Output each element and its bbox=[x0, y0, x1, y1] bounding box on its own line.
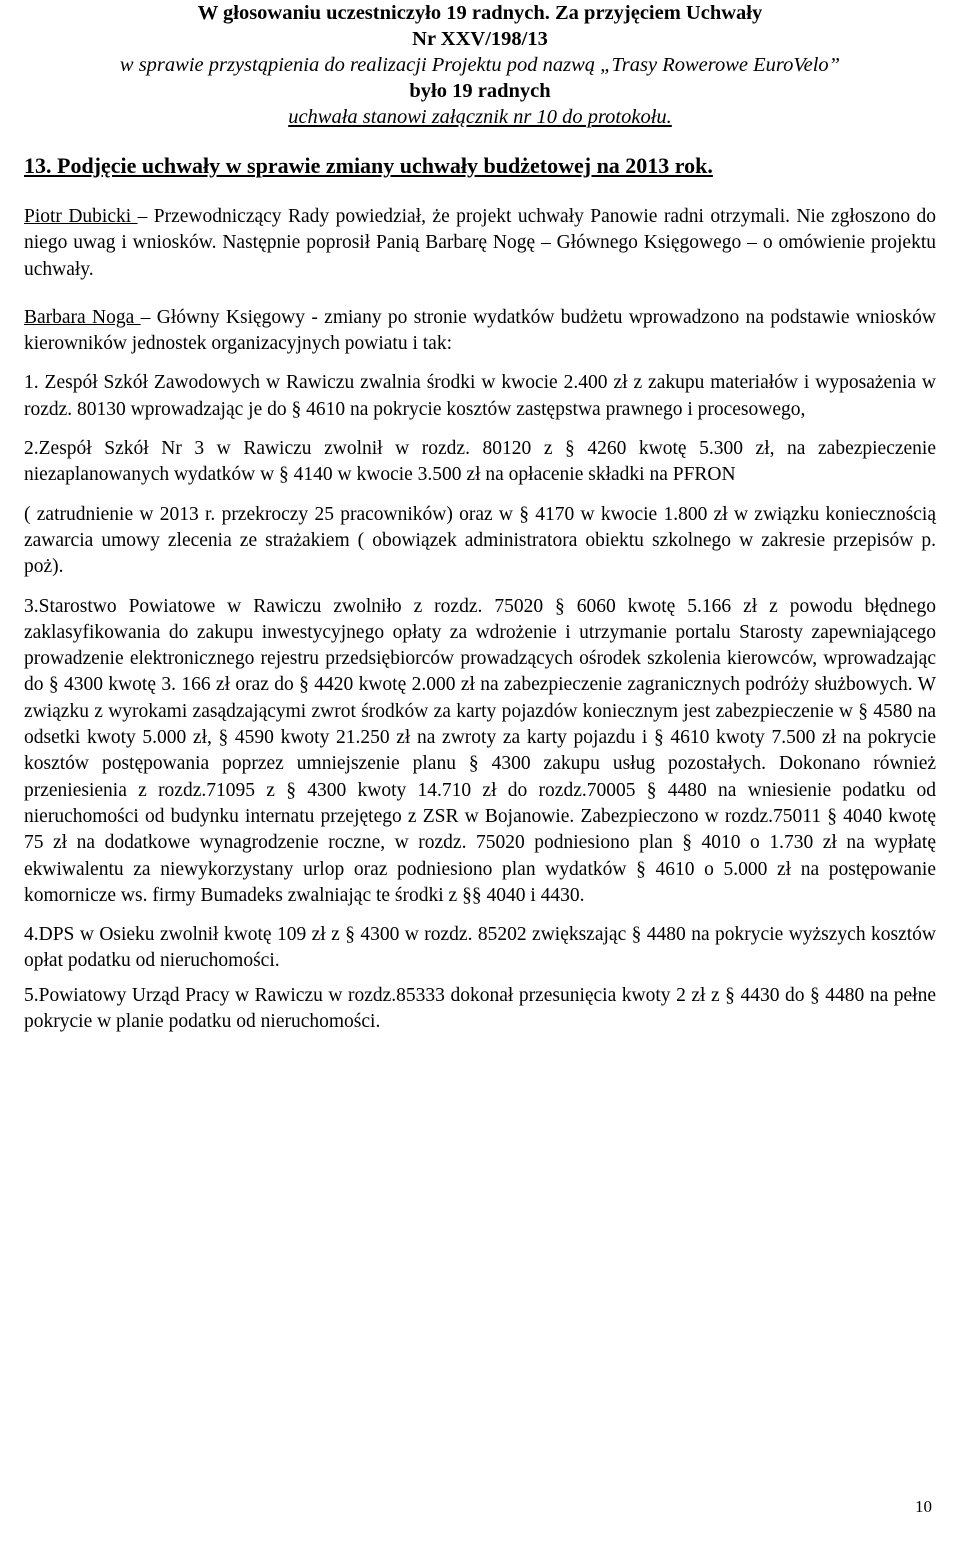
vote-count: było 19 radnych bbox=[409, 80, 551, 102]
paragraph-chairman bbox=[24, 204, 936, 283]
resolution-header bbox=[24, 0, 936, 130]
attachment-note: uchwała stanowi załącznik nr 10 do protokołu. bbox=[288, 106, 672, 128]
list-item-1: 1. Zespół Szkół Zawodowych w Rawiczu zwalnia środki w kwocie 2.400 zł z zakupu materiałów i wyposażenia w rozdz. 80130 wprowadzając je do § 4610 na pokrycie kosztów zastępstwa prawnego i procesowego, bbox=[24, 372, 936, 420]
paragraph-text: – Główny Księgowy - zmiany po stronie wydatków budżetu wprowadzono na podstawie wniosków kierowników jednostek organizacyjnych powiatu i tak: bbox=[24, 306, 936, 355]
speaker-name: Piotr Dubicki bbox=[24, 206, 138, 227]
paragraph-accountant bbox=[24, 305, 936, 358]
list-item-3: 3.Starostwo Powiatowe w Rawiczu zwolniło z rozdz. 75020 § 6060 kwotę 5.166 zł z powodu błędnego zaklasyfikowania do zakupu inwestycyjnego opłaty za wdrożenie i utrzymanie portalu Starosty zapewniającego prowadzenie elektronicznego rejestru przedsiębiorców prowadzących ośrodek szkolenia kierowców, wprowadzając do § 4300 kwotę 3. 166 zł oraz do § 4420 kwotę 2.000 zł na zabezpieczenie zagranicznych podróży służbowych. W związku z wyrokami zasądzającymi zwrot środków za karty pojazdów koniecznym jest zabezpieczenie w § 4580 na odsetki kwoty 5.000 zł, § 4590 kwoty 21.250 zł na zwroty za karty pojazdu i § 4610 kwoty 7.500 zł na pokrycie kosztów postępowania poprzez umniejszenie planu § 4300 zakupu usług pozostałych. Dokonano również przeniesienia z rozdz.71095 z § 4300 kwoty 14.710 zł do rozdz.70005 § 4480 na wniesienie podatku od nieruchomości od budynku internatu przejętego z ZSR w Bojanowie. Zabezpieczono w rozdz.75011 § 4040 kwotę 75 zł na dodatkowe wynagrodzenie roczne, w rozdz. 75020 podniesiono plan § 4010 o 1.730 zł na wypłatę ekwiwalentu za niewykorzystany urlop oraz podniesiono plan wydatków § 4610 o 5.000 zł na postępowanie komornicze ws. firmy Bumadeks zwalniając te środki z §§ 4040 i 4430. bbox=[24, 595, 936, 906]
list-item-5: 5.Powiatowy Urząd Pracy w Rawiczu w rozdz.85333 dokonał przesunięcia kwoty 2 zł z § 4430 do § 4480 na pełne pokrycie w planie podatku od nieruchomości. bbox=[24, 984, 936, 1033]
paragraph-text: – Przewodniczący Rady powiedział, że projekt uchwały Panowie radni otrzymali. Nie zgłoszono do niego uwag i wniosków. Następnie poprosił Panią Barbarę Nogę – Głównego Księgowego – o omówienie projektu uchwały. bbox=[24, 206, 936, 280]
resolution-subject: w sprawie przystąpienia do realizacji Projektu pod nazwą „Trasy Rowerowe EuroVelo” bbox=[119, 54, 841, 76]
page-content bbox=[24, 0, 936, 1035]
speaker-name: Barbara Noga bbox=[24, 306, 141, 328]
resolution-number: Nr XXV/198/13 bbox=[412, 28, 548, 50]
section-title: 13. Podjęcie uchwały w sprawie zmiany uchwały budżetowej na 2013 rok. bbox=[24, 153, 713, 178]
list-item-2: 2.Zespół Szkół Nr 3 w Rawiczu zwolnił w rozdz. 80120 z § 4260 kwotę 5.300 zł, na zabezpieczenie niezaplanowanych wydatków w § 4140 w kwocie 3.500 zł na opłacenie składki na PFRON bbox=[24, 438, 936, 486]
voting-summary: W głosowaniu uczestniczyło 19 radnych. Za przyjęciem Uchwały bbox=[197, 2, 763, 24]
page-number: 10 bbox=[915, 1497, 932, 1516]
list-item-4: 4.DPS w Osieku zwolnił kwotę 109 zł z § 4300 w rozdz. 85202 zwiększając § 4480 na pokrycie wyższych kosztów opłat podatku od nieruchomości. bbox=[24, 924, 936, 972]
list-item-2-continuation: ( zatrudnienie w 2013 r. przekroczy 25 pracowników) oraz w § 4170 w kwocie 1.800 zł w związku koniecznością zawarcia umowy zlecenia ze strażakiem ( obowiązek administratora obiektu szkolnego w zakresie przepisów p. poż). bbox=[24, 503, 936, 578]
